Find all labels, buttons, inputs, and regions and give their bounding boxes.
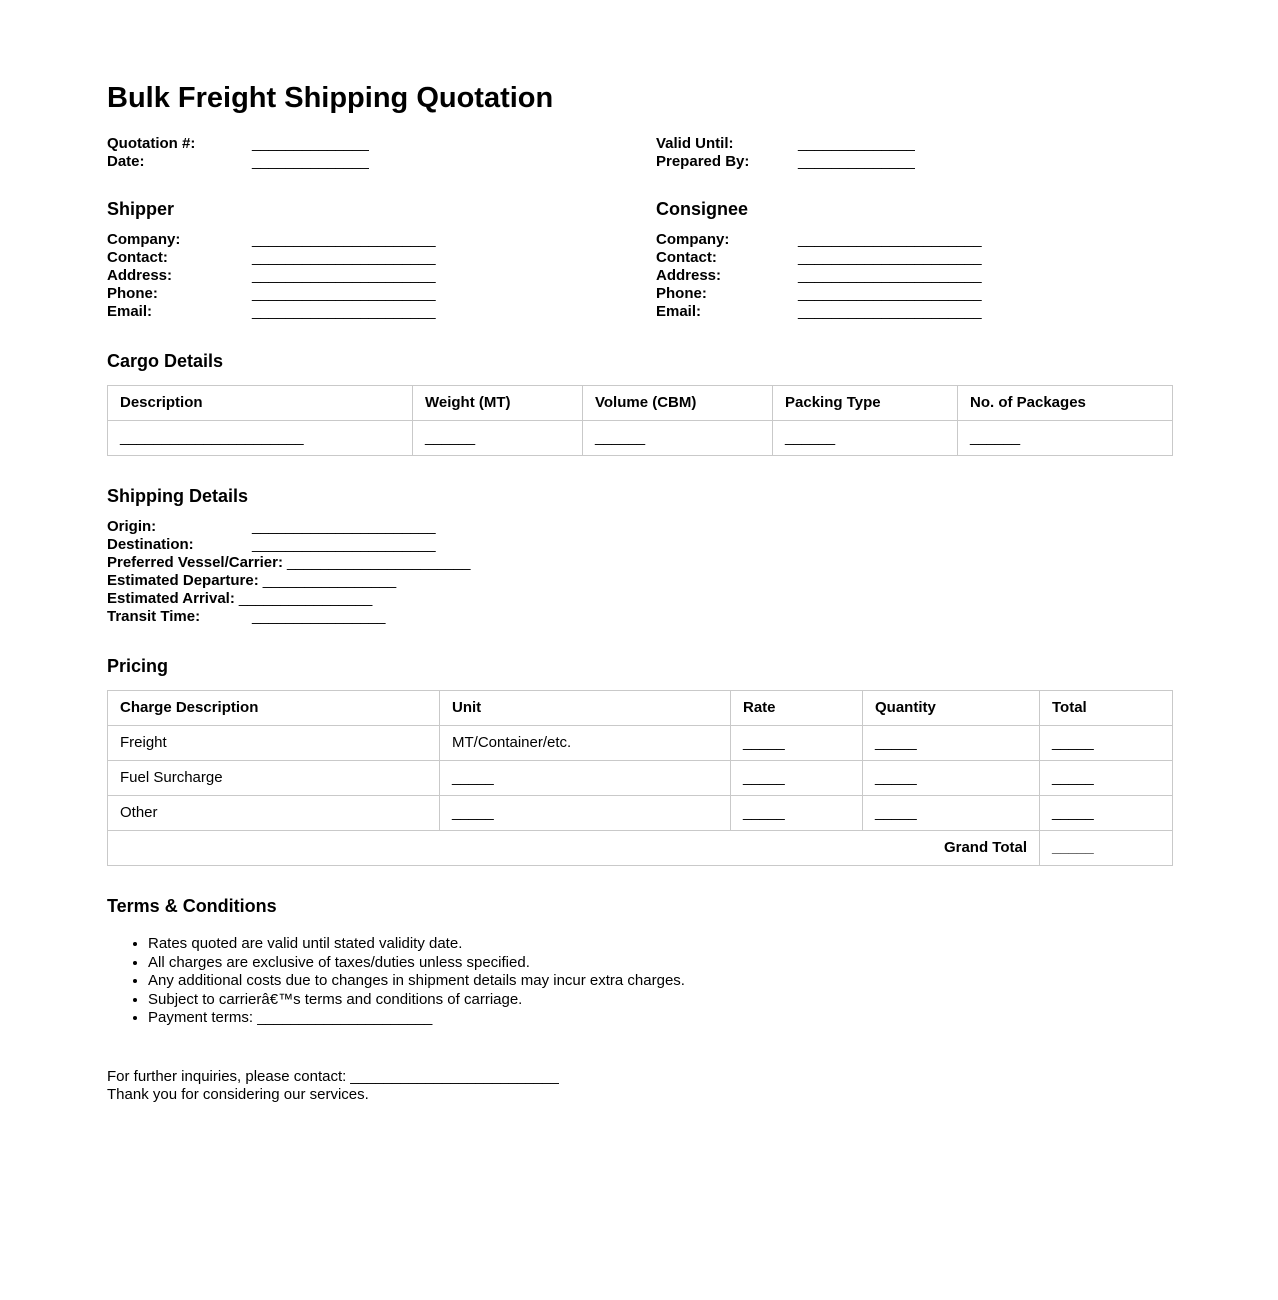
column-header-unit: Unit — [440, 691, 731, 726]
field-label: Address: — [107, 267, 173, 284]
field-label: Transit Time: — [107, 608, 201, 625]
blank-line: ______________________ — [798, 303, 982, 320]
field-label: Email: — [656, 303, 702, 320]
blank-line: ______________________ — [286, 554, 471, 571]
blank-line: ______________ — [252, 153, 369, 170]
table-cell-quantity: _____ — [863, 726, 1040, 761]
field-row-shipper-email — [107, 303, 656, 321]
cargo-header-row — [108, 386, 1173, 421]
blank-line: ______________________ — [798, 285, 982, 302]
terms-item: • Subject to carrierâ€™s terms and conditions of carriage. — [148, 991, 1172, 1010]
table-cell-unit: _____ — [440, 761, 731, 796]
field-row-consignee-contact — [656, 249, 1172, 267]
field-row-estimated-departure — [107, 572, 1172, 590]
blank-line: ________________ — [252, 608, 386, 625]
section-heading-pricing: Pricing — [107, 656, 169, 676]
shipper-section — [107, 171, 656, 321]
table-cell-total: _____ — [1040, 796, 1173, 831]
table-cell-packing-type: ______ — [773, 421, 958, 456]
blank-line: _________________________ — [350, 1067, 559, 1085]
field-label: Preferred Vessel/Carrier: — [107, 554, 283, 571]
column-header-weight: Weight (MT) — [413, 386, 583, 421]
table-cell-charge: Other — [108, 796, 440, 831]
quotation-meta — [107, 135, 1172, 171]
field-row-consignee-address — [656, 267, 1172, 285]
field-label: Prepared By: — [656, 153, 750, 170]
field-label: Origin: — [107, 518, 157, 535]
pricing-row-fuel-surcharge — [108, 761, 1173, 796]
blank-line: ________________ — [262, 572, 397, 589]
field-row-shipper-company — [107, 231, 656, 249]
field-label: Address: — [656, 267, 722, 284]
pricing-grand-total-row — [108, 831, 1173, 866]
table-cell-quantity: _____ — [863, 761, 1040, 796]
column-header-packages: No. of Packages — [958, 386, 1173, 421]
contact-line — [107, 1068, 1172, 1086]
table-cell-unit: MT/Container/etc. — [440, 726, 731, 761]
field-row-prepared-by — [656, 153, 1172, 171]
table-cell-rate: _____ — [731, 761, 863, 796]
field-row-date — [107, 153, 656, 171]
field-row-vessel-carrier — [107, 554, 1172, 572]
table-cell-unit: _____ — [440, 796, 731, 831]
field-label: Email: — [107, 303, 153, 320]
section-heading-shipper: Shipper — [107, 199, 175, 219]
grand-total-label: Grand Total — [108, 831, 1040, 866]
section-heading-cargo-details: Cargo Details — [107, 351, 224, 371]
cargo-table — [107, 385, 1173, 456]
table-cell-rate: _____ — [731, 726, 863, 761]
meta-left — [107, 135, 656, 171]
blank-line: ________________ — [238, 590, 373, 607]
page-title: Bulk Freight Shipping Quotation — [107, 82, 554, 114]
contact-label: For further inquiries, please contact: — [107, 1067, 347, 1085]
shipping-details-section — [107, 518, 1172, 626]
column-header-volume: Volume (CBM) — [583, 386, 773, 421]
parties-section — [107, 171, 1172, 321]
field-label: Phone: — [656, 285, 707, 302]
blank-line: ______________ — [798, 153, 915, 170]
grand-total-blank: _____ — [1040, 831, 1173, 866]
column-header-description: Description — [108, 386, 413, 421]
consignee-section — [656, 171, 1172, 321]
field-label: Quotation #: — [107, 135, 196, 152]
field-row-valid-until — [656, 135, 1172, 153]
table-cell-packages: ______ — [958, 421, 1173, 456]
field-label: Destination: — [107, 536, 194, 553]
blank-line: ______________________ — [252, 536, 436, 553]
field-label: Phone: — [107, 285, 158, 302]
column-header-rate: Rate — [731, 691, 863, 726]
field-label: Contact: — [107, 249, 168, 266]
terms-item: • Any additional costs due to changes in shipment details may incur extra charges. — [148, 972, 1172, 991]
section-heading-terms: Terms & Conditions — [107, 896, 277, 916]
table-cell-rate: _____ — [731, 796, 863, 831]
field-label: Company: — [656, 231, 730, 248]
document-footer — [107, 1068, 1172, 1104]
pricing-row-freight — [108, 726, 1173, 761]
blank-line: ______________________ — [798, 267, 982, 284]
field-row-consignee-phone — [656, 285, 1172, 303]
blank-line: ______________ — [252, 135, 369, 152]
terms-item: • All charges are exclusive of taxes/duties unless specified. — [148, 954, 1172, 973]
column-header-quantity: Quantity — [863, 691, 1040, 726]
table-cell-volume: ______ — [583, 421, 773, 456]
blank-line: ______________________ — [252, 518, 436, 535]
column-header-packing-type: Packing Type — [773, 386, 958, 421]
field-row-shipper-phone — [107, 285, 656, 303]
blank-line: ______________________ — [252, 267, 436, 284]
field-label: Contact: — [656, 249, 717, 266]
thank-you-line: Thank you for considering our services. — [107, 1085, 369, 1103]
field-row-destination — [107, 536, 1172, 554]
terms-list — [107, 935, 1172, 1028]
blank-line: ______________________ — [252, 231, 436, 248]
table-cell-charge: Fuel Surcharge — [108, 761, 440, 796]
pricing-row-other — [108, 796, 1173, 831]
field-label: Date: — [107, 153, 145, 170]
blank-line: ______________ — [798, 135, 915, 152]
blank-line: ______________________ — [252, 249, 436, 266]
table-cell-quantity: _____ — [863, 796, 1040, 831]
field-row-shipper-contact — [107, 249, 656, 267]
field-label: Valid Until: — [656, 135, 734, 152]
field-label: Company: — [107, 231, 181, 248]
blank-line: ______________________ — [252, 303, 436, 320]
field-label: Estimated Departure: — [107, 572, 259, 589]
meta-right — [656, 135, 1172, 171]
pricing-header-row — [108, 691, 1173, 726]
blank-line: ______________________ — [798, 231, 982, 248]
blank-line: ______________________ — [798, 249, 982, 266]
section-heading-shipping-details: Shipping Details — [107, 486, 249, 506]
table-cell-charge: Freight — [108, 726, 440, 761]
field-row-origin — [107, 518, 1172, 536]
terms-item: • Payment terms: _____________________ — [148, 1009, 1172, 1028]
blank-line: ______________________ — [252, 285, 436, 302]
field-row-consignee-email — [656, 303, 1172, 321]
column-header-charge-description: Charge Description — [108, 691, 440, 726]
column-header-total: Total — [1040, 691, 1173, 726]
terms-item: • Rates quoted are valid until stated validity date. — [148, 935, 1172, 954]
cargo-data-row — [108, 421, 1173, 456]
field-row-consignee-company — [656, 231, 1172, 249]
table-cell-total: _____ — [1040, 761, 1173, 796]
field-label: Estimated Arrival: — [107, 590, 235, 607]
table-cell-total: _____ — [1040, 726, 1173, 761]
field-row-transit-time — [107, 608, 1172, 626]
pricing-table — [107, 690, 1173, 866]
table-cell-weight: ______ — [413, 421, 583, 456]
table-cell-description: ______________________ — [108, 421, 413, 456]
field-row-shipper-address — [107, 267, 656, 285]
section-heading-consignee: Consignee — [656, 199, 749, 219]
field-row-quotation-number — [107, 135, 656, 153]
field-row-estimated-arrival — [107, 590, 1172, 608]
